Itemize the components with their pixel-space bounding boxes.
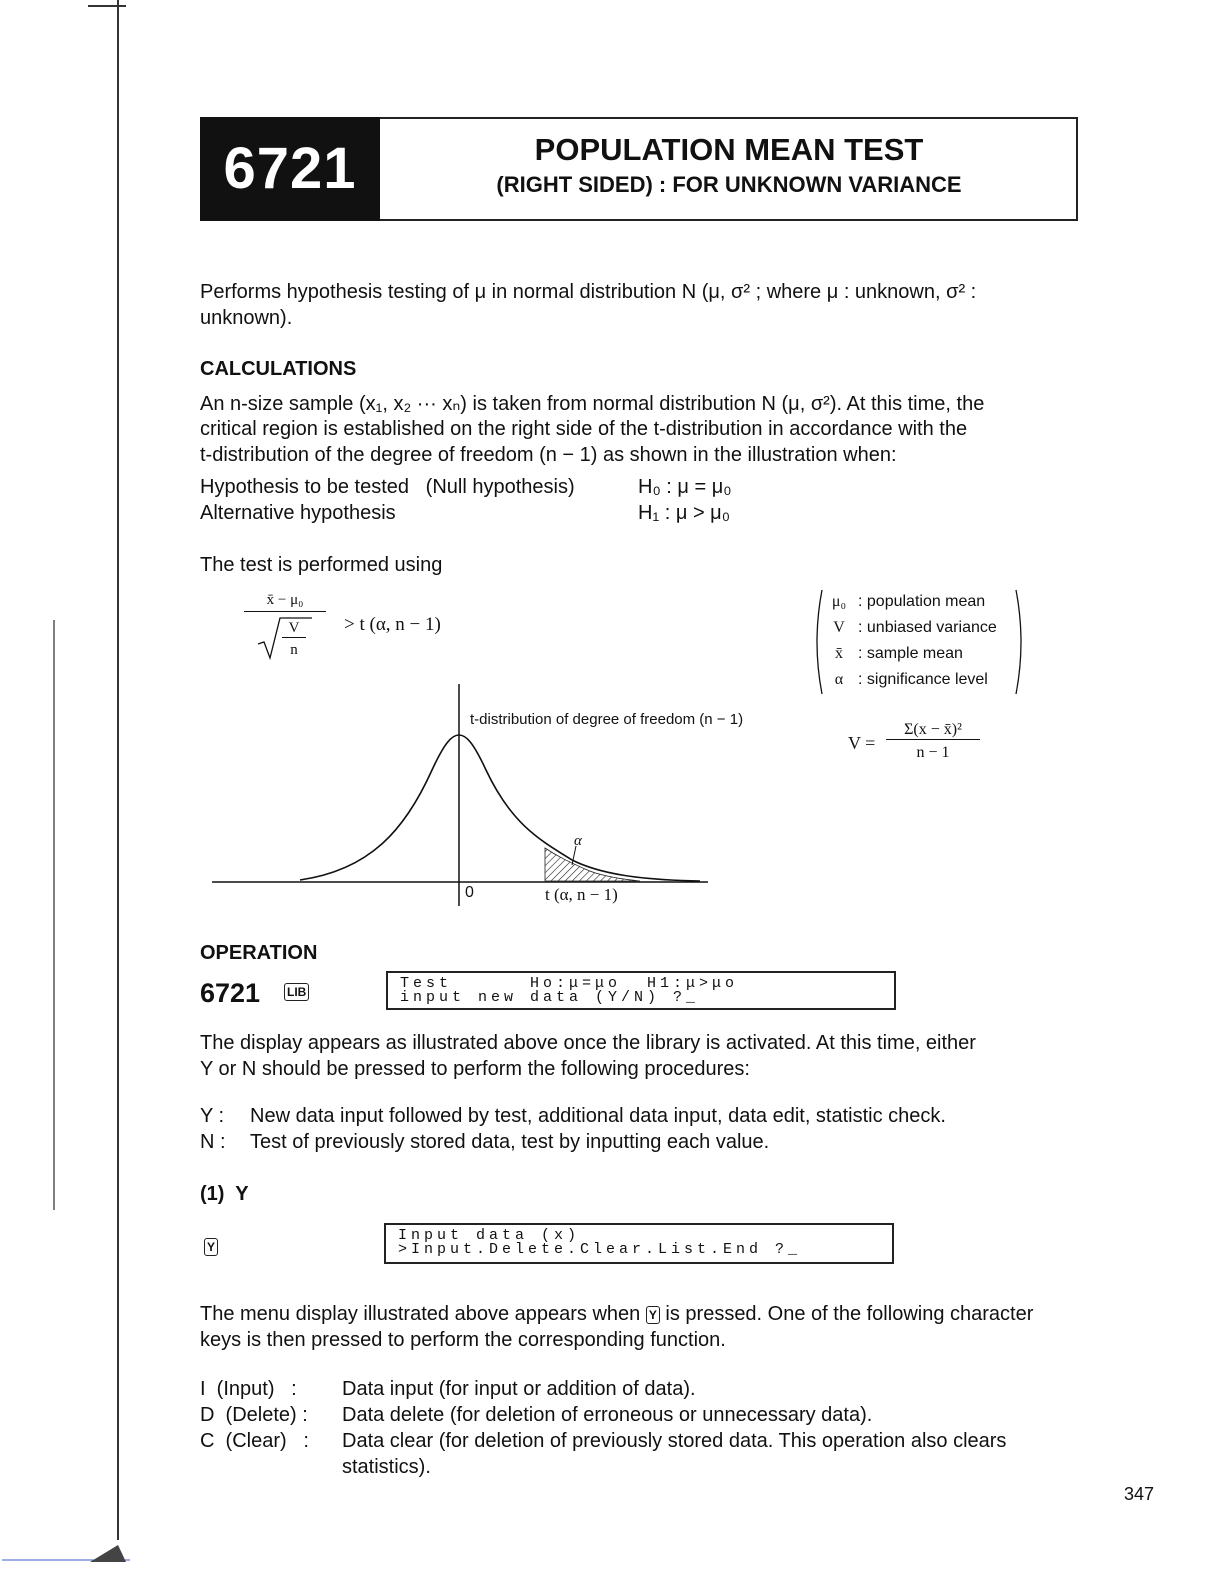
legend-desc: : significance level	[858, 671, 988, 688]
alpha-label: α	[574, 833, 582, 849]
calculations-heading: CALCULATIONS	[200, 358, 357, 380]
test-intro: The test is performed using	[200, 554, 443, 576]
menu-desc-1a: The menu display illustrated above appears when	[200, 1303, 641, 1325]
lcd-line: >Input.Delete.Clear.List.End ?_	[398, 1241, 802, 1258]
operation-heading: OPERATION	[200, 942, 318, 964]
legend-symbol: μ₀	[831, 593, 847, 610]
menu-desc-1b: is pressed. One of the following character	[665, 1303, 1034, 1325]
legend	[820, 589, 997, 693]
program-number: 6721	[200, 117, 380, 221]
origin-label: 0	[465, 884, 474, 901]
page-title: POPULATION MEAN TEST	[534, 132, 924, 167]
legend-row	[820, 589, 997, 615]
function-desc-clear-cont: statistics).	[342, 1456, 431, 1478]
lcd-line: Input data (x)	[398, 1227, 581, 1244]
calc-line-1: An n-size sample (x₁, x₂ ··· xₙ) is taken from normal distribution N (μ, σ²). At this time, the	[200, 393, 985, 415]
lcd-display-1	[386, 971, 896, 1010]
y-key[interactable]	[204, 1238, 218, 1256]
calc-line-3: t-distribution of the degree of freedom (n − 1) as shown in the illustration when:	[200, 444, 897, 466]
critical-value-label: t (α, n − 1)	[545, 885, 618, 904]
formula-fraction-bar	[244, 611, 326, 612]
menu-y-key[interactable]: Y	[646, 1306, 660, 1324]
legend-desc: : unbiased variance	[858, 619, 997, 636]
formula-inequality: > t (α, n − 1)	[344, 614, 441, 635]
function-desc-delete: Data delete (for deletion of erroneous or unnecessary data).	[342, 1404, 873, 1426]
n-option-desc: Test of previously stored data, test by inputting each value.	[250, 1131, 770, 1153]
alt-hypothesis-label: Alternative hypothesis	[200, 502, 396, 524]
legend-symbol: x̄	[835, 645, 843, 662]
curve-label: t-distribution of degree of freedom (n − 1)	[470, 711, 744, 728]
intro-line-1: Performs hypothesis testing of μ in normal distribution N (μ, σ² ; where μ : unknown, σ² :	[200, 281, 977, 303]
variance-denominator: n − 1	[916, 744, 950, 761]
function-desc-clear: Data clear (for deletion of previously stored data. This operation also clears	[342, 1430, 1007, 1452]
legend-row	[820, 667, 997, 693]
radical-numerator: V	[282, 620, 306, 638]
page-subtitle: (RIGHT SIDED) : FOR UNKNOWN VARIANCE	[496, 172, 962, 197]
variance-lhs: V =	[848, 733, 876, 753]
legend-symbol: α	[834, 671, 844, 688]
null-hypothesis-label: Hypothesis to be tested (Null hypothesis)	[200, 476, 575, 498]
legend-row	[820, 641, 997, 667]
page-number: 347	[1124, 1484, 1155, 1504]
operation-desc-1: The display appears as illustrated above once the library is activated. At this time, either	[200, 1032, 976, 1054]
y-option-desc: New data input followed by test, additional data input, data edit, statistic check.	[250, 1105, 946, 1127]
legend-desc: : population mean	[858, 593, 986, 610]
variance-numerator: Σ(x − x̄)²	[886, 721, 980, 740]
function-key-delete: D (Delete) :	[200, 1404, 308, 1426]
y-key-label: Y	[204, 1238, 218, 1256]
function-key-clear: C (Clear) :	[200, 1430, 309, 1452]
radical-denominator: n	[290, 642, 298, 658]
menu-desc-2: keys is then pressed to perform the corresponding function.	[200, 1329, 726, 1351]
step-1-heading: (1) Y	[200, 1183, 249, 1205]
alt-hypothesis-expr: H₁ : μ > μ₀	[638, 502, 731, 524]
density-curve	[300, 735, 700, 881]
legend-desc: : sample mean	[858, 645, 963, 662]
binder-edge	[0, 0, 130, 1584]
intro-line-2: unknown).	[200, 307, 293, 329]
null-hypothesis-expr: H₀ : μ = μ₀	[638, 476, 732, 498]
y-option-key: Y :	[200, 1105, 225, 1127]
calc-line-2: critical region is established on the right side of the t-distribution in accordance with the	[200, 418, 968, 440]
lib-key-label: LIB	[284, 983, 309, 1001]
n-option-key: N :	[200, 1131, 226, 1153]
legend-row	[820, 615, 997, 641]
operation-number: 6721	[200, 978, 261, 1008]
legend-symbol: V	[833, 619, 845, 636]
operation-desc-2: Y or N should be pressed to perform the following procedures:	[200, 1058, 750, 1080]
function-key-input: I (Input) :	[200, 1378, 297, 1400]
lcd-line: input new data (Y/N) ?_	[400, 989, 700, 1006]
lcd-display-2	[384, 1223, 894, 1264]
formula-numerator: x̄ − μ₀	[266, 592, 304, 608]
menu-desc-1	[200, 1301, 1033, 1327]
lib-key[interactable]	[284, 983, 309, 1001]
lcd-line: Test Ho:μ=μo H1:μ>μo	[400, 975, 739, 992]
function-desc-input: Data input (for input or addition of data).	[342, 1378, 696, 1400]
